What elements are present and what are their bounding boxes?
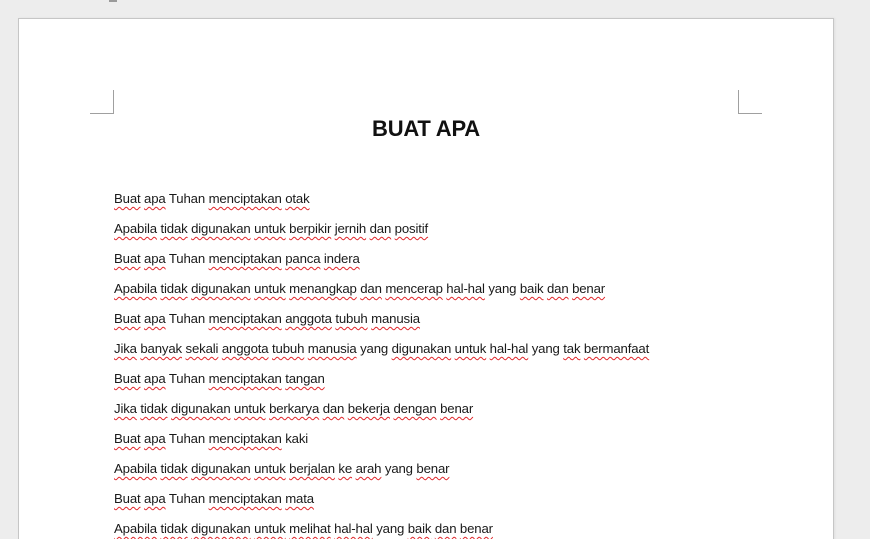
word[interactable]: Tuhan (168, 251, 206, 266)
misspelled-word[interactable]: digunakan (391, 341, 452, 356)
misspelled-word[interactable]: dan (369, 221, 392, 236)
misspelled-word[interactable]: arah (355, 461, 382, 476)
misspelled-word[interactable]: hal-hal (489, 341, 529, 356)
word[interactable]: Tuhan (168, 431, 206, 446)
word[interactable]: yang (376, 521, 405, 536)
misspelled-word[interactable]: anggota (221, 341, 269, 356)
misspelled-word[interactable]: baik (407, 521, 432, 536)
word[interactable]: yang (531, 341, 560, 356)
paragraph-line[interactable] (114, 249, 649, 279)
misspelled-word[interactable]: anggota (285, 311, 332, 326)
misspelled-word[interactable]: tidak (160, 461, 188, 476)
misspelled-word[interactable]: apa (144, 431, 166, 446)
misspelled-word[interactable]: digunakan (171, 401, 231, 416)
misspelled-word[interactable]: Buat (114, 251, 141, 266)
paragraph-line[interactable] (114, 189, 649, 219)
misspelled-word[interactable]: benar (416, 461, 450, 476)
misspelled-word[interactable]: dan (322, 401, 345, 416)
misspelled-word[interactable]: Buat (114, 431, 141, 446)
document-body[interactable] (114, 189, 649, 539)
word[interactable]: yang (360, 341, 389, 356)
word[interactable]: Tuhan (168, 311, 206, 326)
paragraph-line[interactable] (114, 309, 649, 339)
misspelled-word[interactable]: manusia (371, 311, 420, 326)
misspelled-word[interactable]: hal-hal (334, 521, 373, 536)
misspelled-word[interactable]: dengan (393, 401, 437, 416)
misspelled-word[interactable]: sekali (185, 341, 219, 356)
misspelled-word[interactable]: menciptakan (208, 191, 282, 206)
misspelled-word[interactable]: digunakan (191, 461, 251, 476)
misspelled-word[interactable]: menciptakan (208, 431, 282, 446)
paragraph-line[interactable] (114, 429, 649, 459)
misspelled-word[interactable]: untuk (254, 461, 286, 476)
previous-page-margin-mark (109, 0, 117, 2)
misspelled-word[interactable]: otak (285, 191, 310, 206)
misspelled-word[interactable]: bermanfaat (583, 341, 650, 356)
misspelled-word[interactable]: digunakan (191, 221, 251, 236)
top-left-margin-marker (90, 90, 114, 114)
misspelled-word[interactable]: tangan (285, 371, 325, 386)
misspelled-word[interactable]: Jika (114, 401, 137, 416)
misspelled-word[interactable]: dan (360, 281, 382, 296)
misspelled-word[interactable]: berjalan (289, 461, 335, 476)
misspelled-word[interactable]: Buat (114, 371, 141, 386)
misspelled-word[interactable]: mata (285, 491, 314, 506)
misspelled-word[interactable]: baik (519, 281, 544, 296)
misspelled-word[interactable]: Buat (114, 491, 141, 506)
misspelled-word[interactable]: benar (440, 401, 474, 416)
paragraph-line[interactable] (114, 519, 649, 539)
misspelled-word[interactable]: menciptakan (208, 491, 282, 506)
misspelled-word[interactable]: apa (144, 491, 166, 506)
misspelled-word[interactable]: menciptakan (208, 311, 282, 326)
misspelled-word[interactable]: indera (323, 251, 360, 266)
misspelled-word[interactable]: untuk (254, 521, 286, 536)
misspelled-word[interactable]: Jika (114, 341, 137, 356)
misspelled-word[interactable]: tak (563, 341, 581, 356)
paragraph-line[interactable] (114, 279, 649, 309)
misspelled-word[interactable]: apa (144, 251, 166, 266)
misspelled-word[interactable]: benar (572, 281, 606, 296)
misspelled-word[interactable]: tidak (160, 521, 188, 536)
misspelled-word[interactable]: Apabila (114, 221, 157, 236)
misspelled-word[interactable]: menciptakan (208, 371, 282, 386)
misspelled-word[interactable]: bekerja (347, 401, 390, 416)
misspelled-word[interactable]: apa (144, 371, 166, 386)
misspelled-word[interactable]: menangkap (289, 281, 357, 296)
misspelled-word[interactable]: manusia (307, 341, 357, 356)
misspelled-word[interactable]: apa (144, 311, 166, 326)
misspelled-word[interactable]: benar (459, 521, 493, 536)
word[interactable]: Tuhan (168, 491, 206, 506)
word[interactable]: kaki (285, 431, 309, 446)
misspelled-word[interactable]: tidak (160, 221, 188, 236)
misspelled-word[interactable]: tidak (140, 401, 168, 416)
document-title[interactable]: BUAT APA (372, 116, 480, 141)
misspelled-word[interactable]: hal-hal (446, 281, 485, 296)
misspelled-word[interactable]: tubuh (335, 311, 368, 326)
misspelled-word[interactable]: Buat (114, 191, 141, 206)
misspelled-word[interactable]: Apabila (114, 281, 157, 296)
misspelled-word[interactable]: tidak (160, 281, 188, 296)
misspelled-word[interactable]: tubuh (272, 341, 305, 356)
word[interactable]: Tuhan (168, 371, 206, 386)
misspelled-word[interactable]: berpikir (289, 221, 332, 236)
paragraph-line[interactable] (114, 339, 649, 369)
word[interactable]: yang (488, 281, 517, 296)
word[interactable]: yang (384, 461, 413, 476)
misspelled-word[interactable]: apa (144, 191, 166, 206)
misspelled-word[interactable]: untuk (254, 281, 286, 296)
misspelled-word[interactable]: digunakan (191, 521, 251, 536)
paragraph-line[interactable] (114, 219, 649, 249)
paragraph-line[interactable] (114, 489, 649, 519)
misspelled-word[interactable]: positif (394, 221, 429, 236)
document-page[interactable] (18, 18, 834, 539)
misspelled-word[interactable]: ke (338, 461, 353, 476)
misspelled-word[interactable]: digunakan (191, 281, 251, 296)
misspelled-word[interactable]: mencerap (385, 281, 443, 296)
misspelled-word[interactable]: untuk (234, 401, 266, 416)
paragraph-line[interactable] (114, 459, 649, 489)
paragraph-line[interactable] (114, 369, 649, 399)
misspelled-word[interactable]: Buat (114, 311, 141, 326)
word[interactable]: Tuhan (168, 191, 206, 206)
misspelled-word[interactable]: melihat (289, 521, 331, 536)
misspelled-word[interactable]: dan (434, 521, 457, 536)
misspelled-word[interactable]: Apabila (114, 461, 157, 476)
misspelled-word[interactable]: jernih (334, 221, 367, 236)
top-right-margin-marker (738, 90, 762, 114)
misspelled-word[interactable]: untuk (454, 341, 487, 356)
paragraph-line[interactable] (114, 399, 649, 429)
misspelled-word[interactable]: untuk (254, 221, 286, 236)
misspelled-word[interactable]: dan (546, 281, 569, 296)
misspelled-word[interactable]: banyak (140, 341, 182, 356)
misspelled-word[interactable]: berkarya (269, 401, 320, 416)
misspelled-word[interactable]: menciptakan (208, 251, 282, 266)
misspelled-word[interactable]: panca (285, 251, 321, 266)
misspelled-word[interactable]: Apabila (114, 521, 157, 536)
